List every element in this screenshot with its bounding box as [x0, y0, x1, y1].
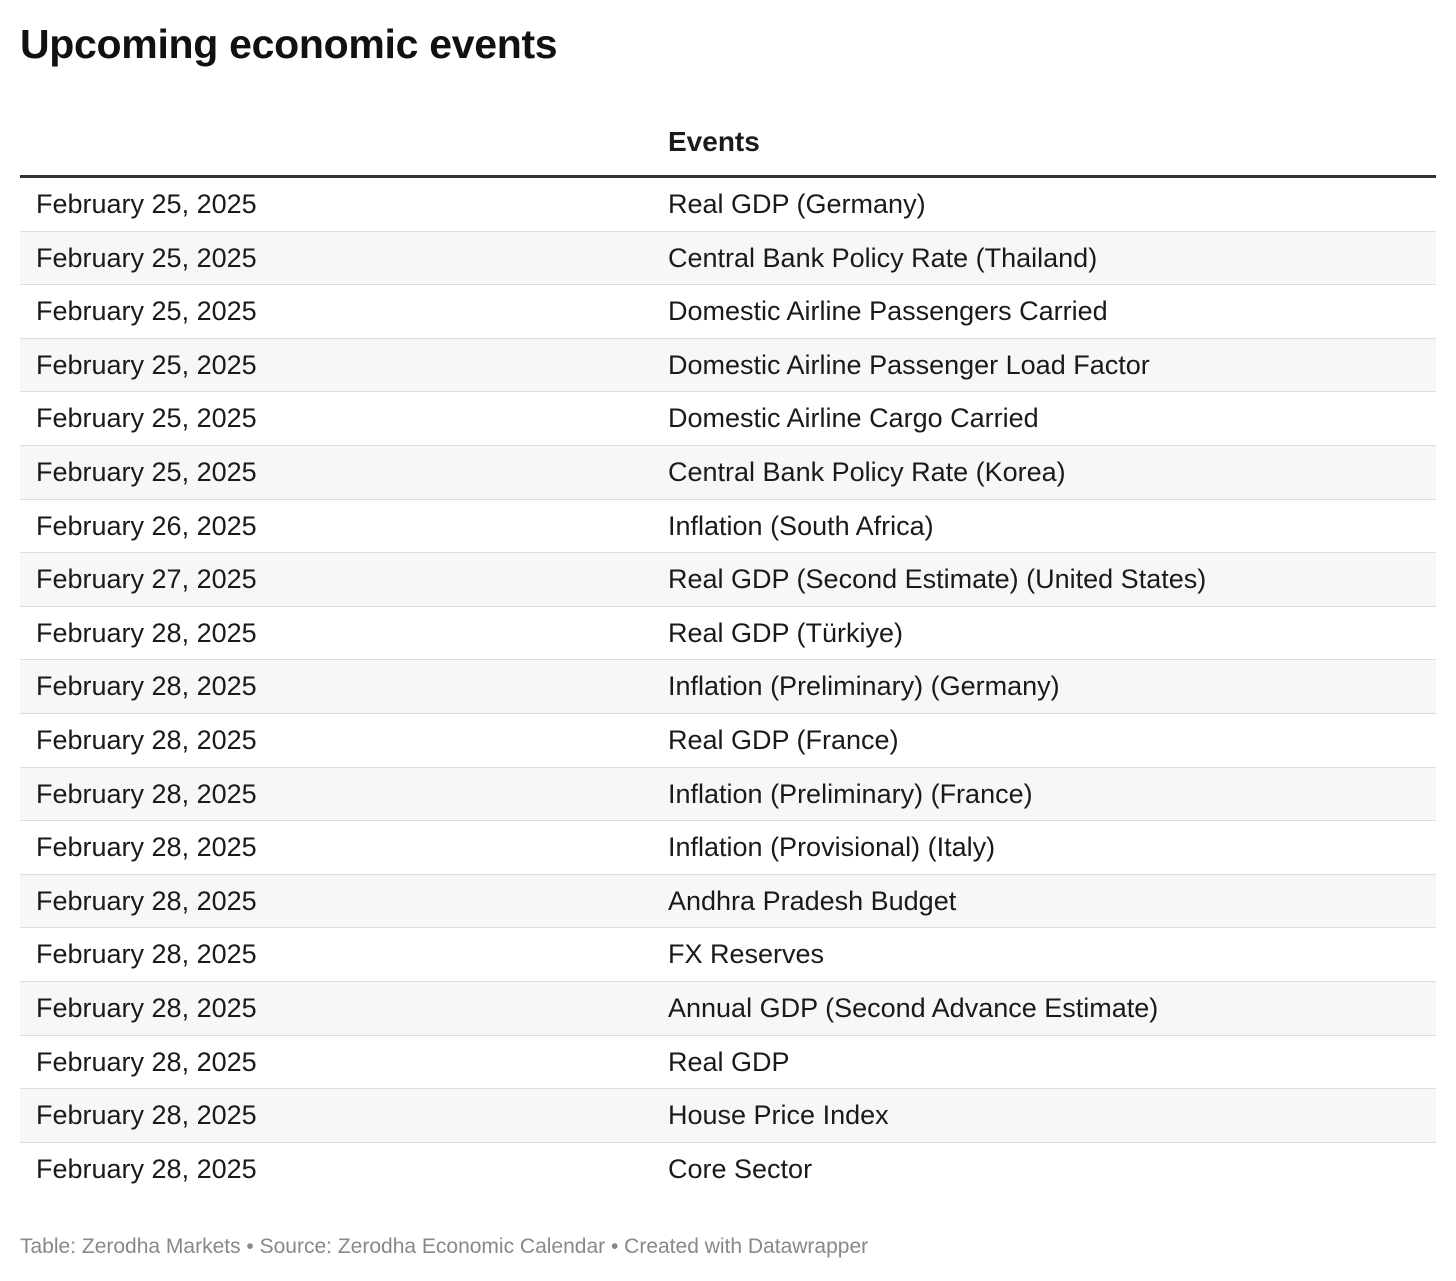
table-row	[20, 232, 1436, 286]
event-date: February 28, 2025	[36, 617, 257, 648]
event-name: Real GDP (Germany)	[668, 189, 926, 219]
table-row	[20, 1089, 1436, 1143]
table-row	[20, 446, 1436, 500]
event-date: February 28, 2025	[36, 724, 257, 755]
event-date: February 25, 2025	[36, 349, 257, 380]
event-date: February 25, 2025	[36, 296, 257, 327]
table-row	[20, 660, 1436, 714]
event-date: February 28, 2025	[36, 671, 257, 702]
event-date: February 25, 2025	[36, 189, 257, 219]
table-row	[20, 768, 1436, 822]
table-row	[20, 928, 1436, 982]
table-row	[20, 1036, 1436, 1090]
event-date: February 28, 2025	[36, 1153, 257, 1184]
event-name: House Price Index	[668, 1100, 889, 1131]
event-name: Inflation (Preliminary) (France)	[668, 778, 1033, 809]
event-name: FX Reserves	[668, 939, 825, 970]
table-row	[20, 392, 1436, 446]
event-date: February 25, 2025	[36, 403, 257, 434]
event-name: Domestic Airline Passenger Load Factor	[668, 349, 1150, 380]
event-date: February 28, 2025	[36, 1100, 257, 1131]
table-row	[20, 339, 1436, 393]
table-row	[20, 500, 1436, 554]
events-column-header: Events	[668, 126, 760, 157]
table-row	[20, 1143, 1436, 1197]
table-footer-credits: Table: Zerodha Markets • Source: Zerodha Economic Calendar • Created with Datawrapper	[20, 1235, 869, 1258]
table-row	[20, 875, 1436, 929]
event-name: Domestic Airline Cargo Carried	[668, 403, 1039, 434]
table-row	[20, 178, 1436, 232]
event-name: Inflation (Provisional) (Italy)	[668, 832, 996, 863]
table-row	[20, 714, 1436, 768]
event-name: Inflation (Preliminary) (Germany)	[668, 671, 1060, 702]
event-name: Central Bank Policy Rate (Thailand)	[668, 242, 1098, 273]
event-date: February 25, 2025	[36, 242, 257, 273]
event-name: Real GDP (Türkiye)	[668, 617, 904, 648]
event-name: Real GDP (Second Estimate) (United States)	[668, 564, 1207, 595]
event-name: Inflation (South Africa)	[668, 510, 934, 541]
event-date: February 28, 2025	[36, 939, 257, 970]
event-date: February 27, 2025	[36, 564, 257, 595]
event-name: Real GDP	[668, 1046, 790, 1077]
table-row	[20, 607, 1436, 661]
table-row	[20, 553, 1436, 607]
table-row	[20, 982, 1436, 1036]
event-date: February 28, 2025	[36, 1046, 257, 1077]
event-date: February 26, 2025	[36, 510, 257, 541]
page-title: Upcoming economic events	[20, 21, 558, 67]
event-date: February 28, 2025	[36, 885, 257, 916]
event-name: Andhra Pradesh Budget	[668, 885, 957, 916]
table-row	[20, 285, 1436, 339]
events-table	[20, 112, 1436, 1196]
event-date: February 25, 2025	[36, 456, 257, 487]
event-name: Domestic Airline Passengers Carried	[668, 296, 1108, 327]
event-date: February 28, 2025	[36, 992, 257, 1023]
event-name: Central Bank Policy Rate (Korea)	[668, 456, 1066, 487]
event-date: February 28, 2025	[36, 778, 257, 809]
event-name: Real GDP (France)	[668, 724, 899, 755]
event-date: February 28, 2025	[36, 832, 257, 863]
table-body	[20, 178, 1436, 1196]
table-row	[20, 821, 1436, 875]
table-header	[20, 112, 1436, 178]
event-name: Annual GDP (Second Advance Estimate)	[668, 992, 1159, 1023]
event-name: Core Sector	[668, 1153, 813, 1184]
